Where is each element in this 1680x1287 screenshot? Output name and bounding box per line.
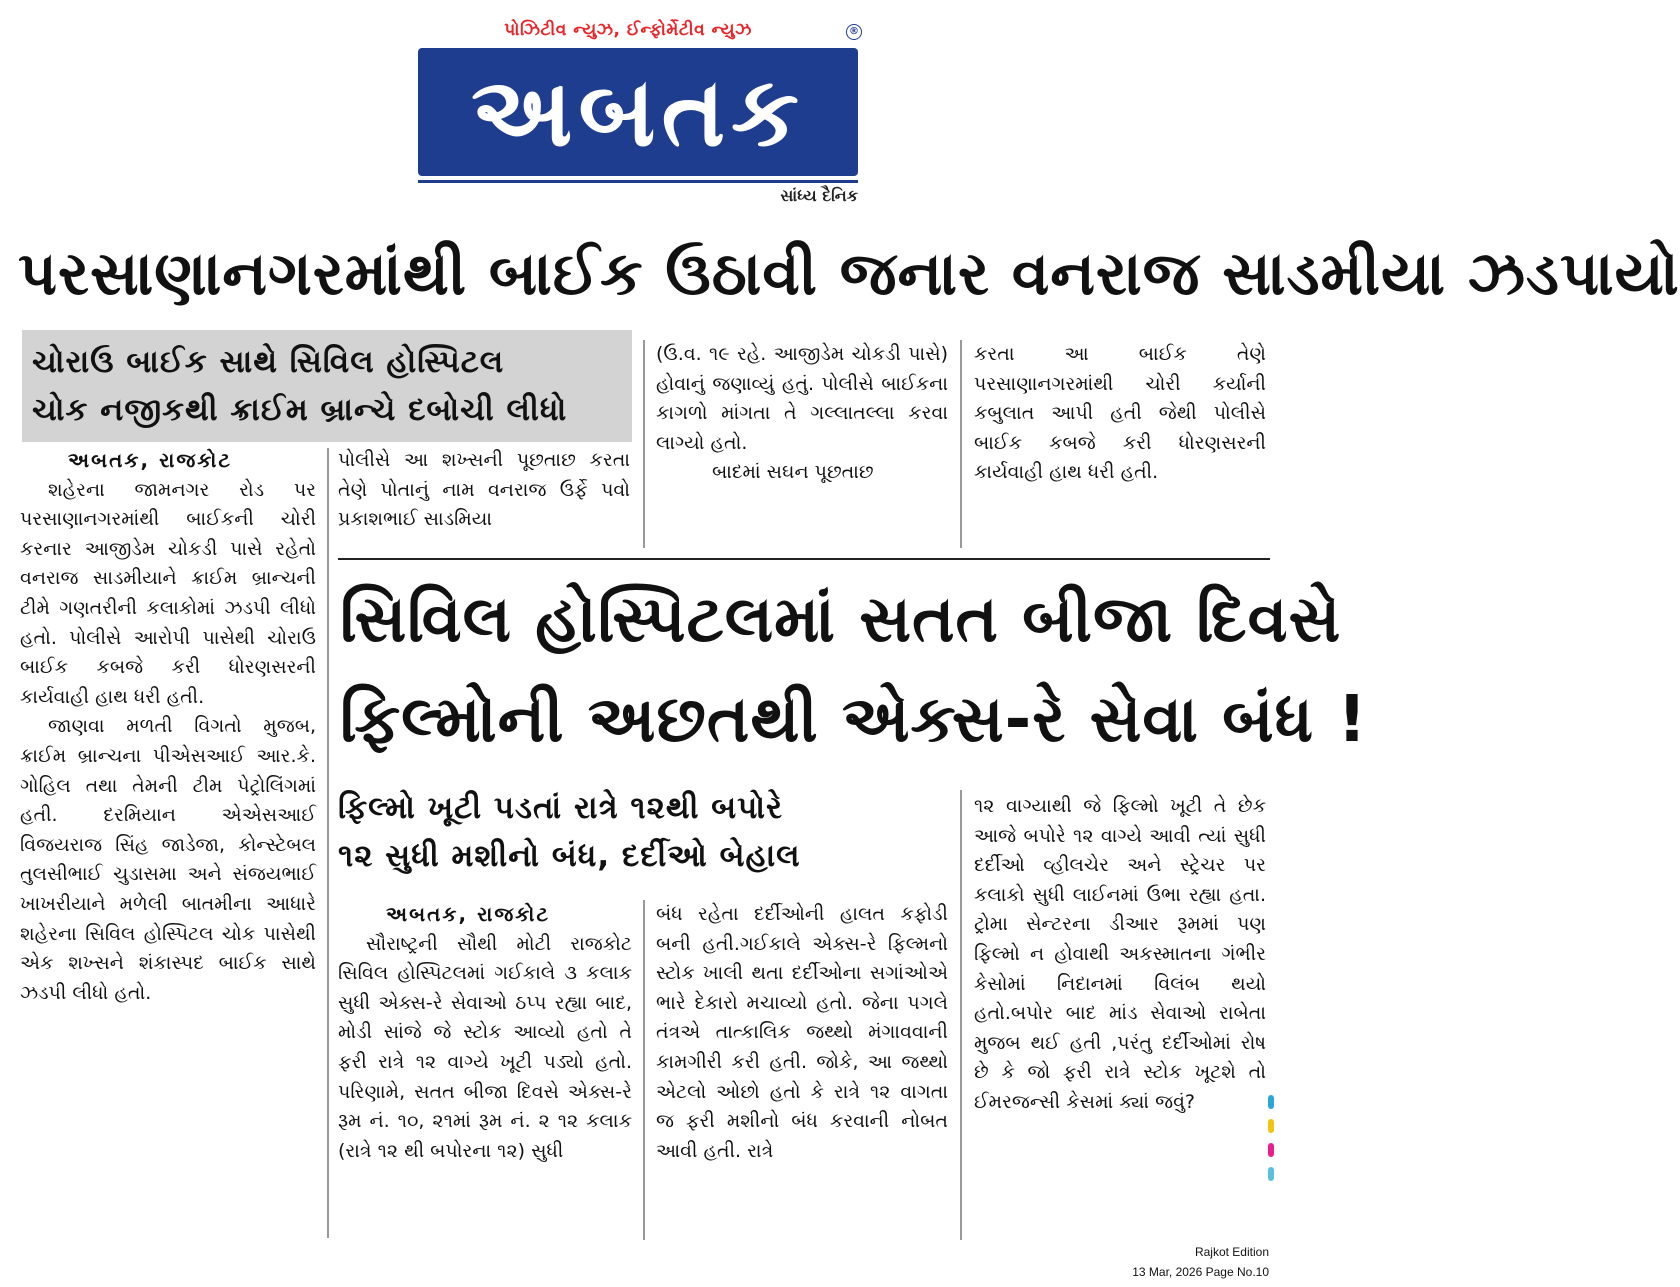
newspaper-logo: અબતક xyxy=(418,48,858,176)
registered-mark: ® xyxy=(846,24,862,40)
story1-subheadline-line2: ચોક નજીકથી ક્રાઈમ બ્રાન્ચે દબોચી લીધો xyxy=(32,392,568,428)
column-divider xyxy=(643,340,645,548)
column-divider xyxy=(960,790,962,1240)
column-divider xyxy=(643,900,645,1240)
masthead xyxy=(418,14,868,204)
page-footer xyxy=(1132,1242,1269,1282)
story2-headline-line2: ફિલ્મોની અછતથી એક્સ-રે સેવા બંધ ! xyxy=(340,683,1368,757)
logo-underline xyxy=(418,180,858,183)
story1-column-3 xyxy=(656,340,948,550)
story2-col2-paragraph: બંધ રહેતા દર્દીઓની હાલત કફોડી બની હતી.ગઈકાલે એક્સ-રે ફિલ્મનો સ્ટોક ખાલી થતા દર્દીઓના સગાંઓએ ભારે દેકારો મચાવ્યો હતો. જેના પગલે તંત્રએ તાત્કાલિક જથ્થો મંગાવવાની કામગીરી કરી હતી. જોકે, આ જથ્થો એટલો ઓછો હતો કે રાત્રે ૧૨ વાગતા જ ફરી મશીનો બંધ કરવાની નોબત આવી હતી. રાત્રે xyxy=(656,903,948,1162)
column-divider xyxy=(960,340,962,548)
story2-subheadline xyxy=(338,784,950,880)
story-separator xyxy=(338,558,1270,560)
story1-subheadline-box xyxy=(22,330,632,442)
story1-col2-paragraph: પોલીસે આ શખ્સની પૂછતાછ કરતા તેણે પોતાનું નામ વનરાજ ઉર્ફે પવો પ્રકાશભાઈ સાડમિયા xyxy=(338,449,630,531)
edge-color-marks xyxy=(1268,1095,1279,1215)
date-page-label: 13 Mar, 2026 Page No.10 xyxy=(1132,1265,1269,1279)
story2-col1-paragraph: સૌરાષ્ટ્રની સૌથી મોટી રાજકોટ સિવિલ હોસ્પિટલમાં ગઈકાલે ૩ કલાક સુધી એક્સ-રે સેવાઓ ઠપ્પ રહ્યા બાદ, મોડી સાંજે જે સ્ટોક આવ્યો હતો તે ફરી રાત્રે ૧૨ વાગ્યે ખૂટી પડ્યો હતો. પરિણામે, સતત બીજા દિવસે એક્સ-રે રૂમ નં. ૧૦, ૨૧માં રૂમ નં. ૨ ૧૨ કલાક (રાત્રે ૧૨ થી બપોરના ૧૨) સુધી xyxy=(338,932,632,1162)
story1-column-1 xyxy=(20,446,316,1246)
story2-headline xyxy=(340,570,1368,770)
story2-column-3 xyxy=(974,792,1266,1242)
story2-byline: અબતક, રાજકોટ xyxy=(386,902,551,926)
story1-subheadline-line1: ચોરાઉ બાઈક સાથે સિવિલ હોસ્પિટલ xyxy=(32,344,505,380)
masthead-tagline: પોઝિટીવ ન્યુઝ, ઈન્ફોર્મેટીવ ન્યુઝ xyxy=(504,20,752,40)
story2-headline-line1: સિવિલ હોસ્પિટલમાં સતત બીજા દિવસે xyxy=(340,583,1342,657)
story2-subheadline-line2: ૧૨ સુધી મશીનો બંધ, દર્દીઓ બેહાલ xyxy=(338,838,801,874)
masthead-subtitle: સાંધ્ય દૈનિક xyxy=(780,186,858,205)
story2-col3-paragraph: ૧૨ વાગ્યાથી જે ફિલ્મો ખૂટી તે છેક આજે બપોરે ૧૨ વાગ્યે આવી ત્યાં સુધી દર્દીઓ વ્હીલચેર અને સ્ટ્રેચર પર કલાકો સુધી લાઈનમાં ઉભા રહ્યા હતા. ટ્રોમા સેન્ટરના ડીઆર રૂમમાં પણ ફિલ્મો ન હોવાથી અકસ્માતના ગંભીર કેસોમાં નિદાનમાં વિલંબ થયો હતો.બપોર બાદ માંડ સેવાઓ રાબેતા મુજબ થઈ હતી ,પરંતુ દર્દીઓમાં રોષ છે કે જો ફરી રાત્રે સ્ટોક ખૂટશે તો ઈમરજન્સી કેસમાં ક્યાં જવું? xyxy=(974,795,1266,1113)
story1-col1-paragraph1: શહેરના જામનગર રોડ પર પરસાણાનગરમાંથી બાઈકની ચોરી કરનાર આજીડેમ ચોકડી પાસે રહેતો વનરાજ સાડમીયાને ક્રાઈમ બ્રાન્ચની ટીમે ગણતરીની કલાકોમાં ઝડપી લીધો હતો. પોલીસે આરોપી પાસેથી ચોરાઉ બાઈક કબજે કરી ધોરણસરની કાર્યવાહી હાથ ધરી હતી. xyxy=(20,478,316,708)
story1-col3-paragraph1: (ઉ.વ. ૧૯ રહે. આજીડેમ ચોકડી પાસે) હોવાનું જણાવ્યું હતું. પોલીસે બાઈકના કાગળો માંગતા તે ગલ્લાતલ્લા કરવા લાગ્યો હતો. xyxy=(656,343,948,454)
story2-column-1 xyxy=(338,900,632,1245)
edition-label: Rajkot Edition xyxy=(1194,1245,1269,1259)
story1-col3-paragraph2: બાદમાં સઘન પૂછતાછ xyxy=(712,461,874,484)
story1-headline: પરસાણાનગરમાંથી બાઈક ઉઠાવી જનાર વનરાજ સાડમીયા ઝડપાયો xyxy=(18,239,1680,309)
story1-col4-paragraph: કરતા આ બાઈક તેણે પરસાણાનગરમાંથી ચોરી કર્યાની કબુલાત આપી હતી જેથી પોલીસે બાઈક કબજે કરી ધોરણસરની કાર્યવાહી હાથ ધરી હતી. xyxy=(974,343,1266,484)
story1-col1-paragraph2: જાણવા મળતી વિગતો મુજબ, ક્રાઈમ બ્રાન્ચના પીએસઆઈ આર.કે. ગોહિલ તથા તેમની ટીમ પેટ્રોલિંગમાં હતી. દરમિયાન એએસઆઈ વિજયરાજ સિંહ જાડેજા, કોન્સ્ટેબલ તુલસીભાઈ ચુડાસમા અને સંજયભાઈ ખાખરીયાને મળેલી બાતમીના આધારે શહેરના સિવિલ હોસ્પિટલ ચોક પાસેથી એક શખ્સને શંકાસ્પદ બાઈક સાથે ઝડપી લીધો હતો. xyxy=(20,715,316,1004)
story1-byline: અબતક, રાજકોટ xyxy=(68,448,233,472)
story1-column-4 xyxy=(974,340,1266,550)
story1-column-2 xyxy=(338,446,630,546)
column-divider xyxy=(327,448,329,1238)
story2-column-2 xyxy=(656,900,948,1245)
story2-subheadline-line1: ફિલ્મો ખૂટી પડતાં રાત્રે ૧૨થી બપોરે xyxy=(338,790,784,826)
